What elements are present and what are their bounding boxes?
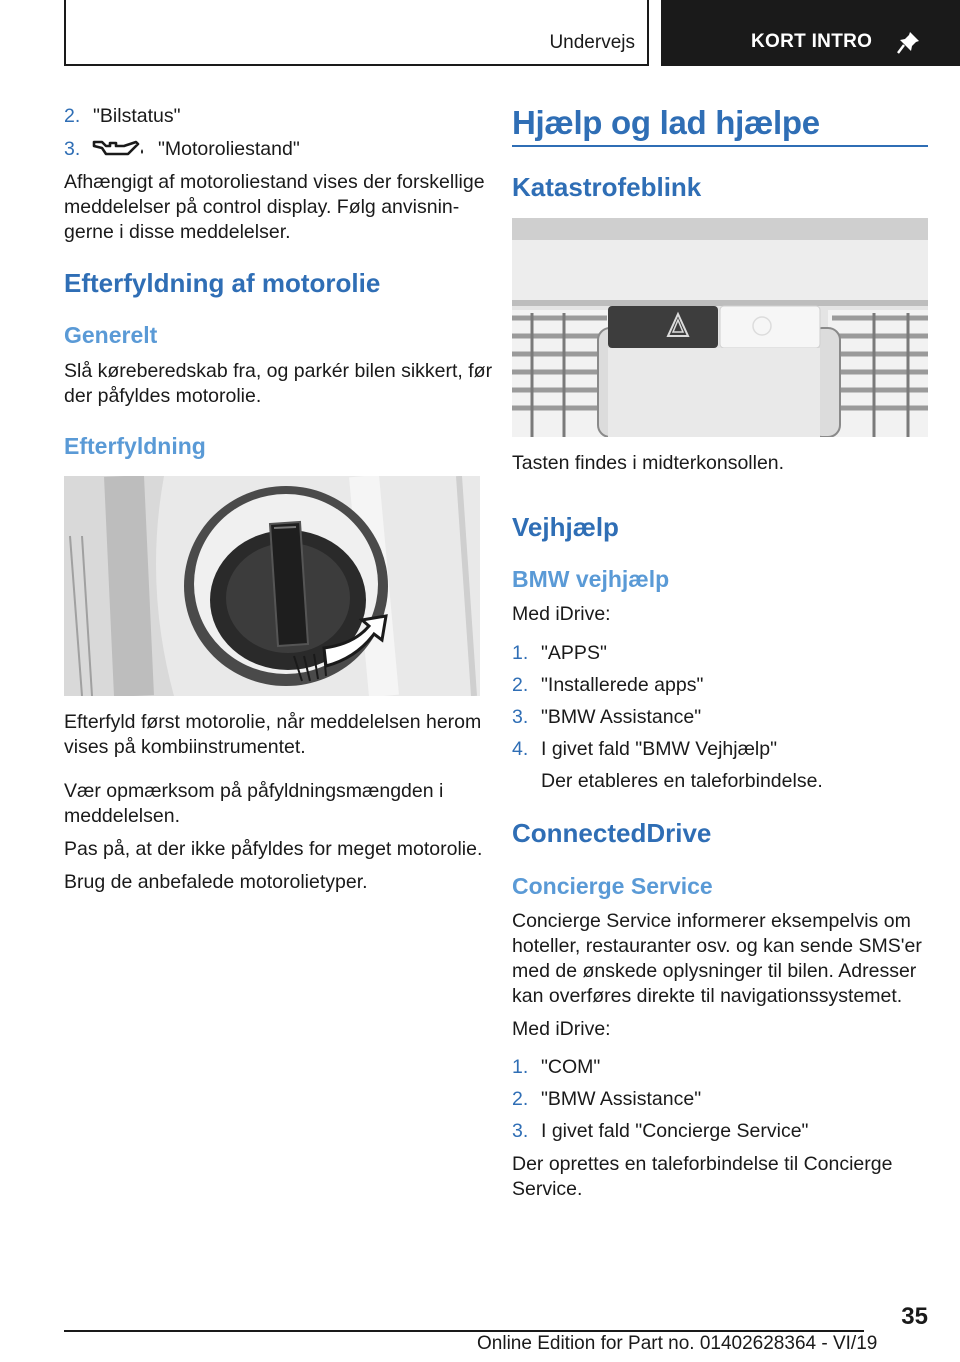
list-item-text: "BMW Assistance" — [541, 706, 702, 728]
paragraph-line: der påfyldes motorolie. — [64, 385, 262, 407]
heading-general: Generelt — [64, 322, 158, 348]
header-section-tab — [64, 0, 649, 66]
paragraph-line: vises på kombiinstrumentet. — [64, 736, 306, 758]
paragraph-line: Med iDrive: — [512, 603, 611, 625]
paragraph-line: Med iDrive: — [512, 1018, 611, 1040]
header-chapter-label: KORT INTRO — [751, 31, 873, 52]
paragraph-line: Der oprettes en taleforbindelse til Concierge — [512, 1153, 893, 1175]
list-item-number: 3. — [512, 1120, 529, 1142]
footer-edition: Online Edition for Part no. 01402628364 - VI/19 — [477, 1333, 878, 1354]
oil-can-icon — [92, 138, 148, 160]
paragraph-line: hoteller, restauranter osv. og kan sende SMS'er — [512, 935, 922, 957]
hazard-caption: Tasten findes i midterkonsollen. — [512, 452, 785, 474]
list-item-text: "Installerede apps" — [541, 674, 704, 696]
pin-icon — [896, 29, 922, 55]
paragraph-line: Afhængigt af motoroliestand vises der forskellige — [64, 171, 485, 193]
list-item-text: "Motoroliestand" — [158, 138, 300, 160]
heading-hazard: Katastrofeblink — [512, 172, 702, 202]
paragraph-line: Service. — [512, 1178, 583, 1200]
list-item-text: "APPS" — [541, 642, 607, 664]
paragraph-line: Concierge Service informerer eksempelvis om — [512, 910, 911, 932]
paragraph-line: gerne i disse meddelelser. — [64, 221, 291, 243]
list-item-number: 1. — [512, 1056, 529, 1078]
header-section-label: Undervejs — [549, 32, 635, 53]
list-item-number: 2. — [64, 105, 81, 127]
paragraph-line: meddelelsen. — [64, 805, 180, 827]
heading-roadside: Vejhjælp — [512, 512, 619, 542]
list-item-text: "Bilstatus" — [93, 105, 181, 127]
paragraph-line: Pas på, at der ikke påfyldes for meget motorolie. — [64, 838, 483, 860]
list-item-text: "BMW Assistance" — [541, 1088, 702, 1110]
list-item-number: 3. — [64, 138, 81, 160]
paragraph-line: meddelelser på control display. Følg anvisnin- — [64, 196, 460, 218]
heading-refill: Efterfyldning af motorolie — [64, 268, 381, 298]
list-item-text: I givet fald "BMW Vejhjælp" — [541, 738, 778, 760]
heading-filling: Efterfyldning — [64, 433, 206, 459]
heading-help: Hjælp og lad hjælpe — [512, 104, 820, 141]
footer-rule — [64, 1330, 864, 1332]
list-item-number: 1. — [512, 642, 529, 664]
paragraph-line: med de ønskede oplysninger til bilen. Adresser — [512, 960, 917, 982]
heading-connected: ConnectedDrive — [512, 818, 712, 848]
list-item-number: 2. — [512, 674, 529, 696]
heading-bmw-roadside: BMW vejhjælp — [512, 566, 670, 592]
list-item-number: 3. — [512, 706, 529, 728]
paragraph-line: Slå køreberedskab fra, og parkér bilen sikkert, før — [64, 360, 493, 382]
paragraph-line: Vær opmærksom på påfyldningsmængden i — [64, 780, 444, 802]
paragraph-line: Efterfyld først motorolie, når meddelelsen herom — [64, 711, 482, 733]
page-number: 35 — [901, 1303, 928, 1330]
paragraph-line: kan overføres direkte til navigationssystemet. — [512, 985, 903, 1007]
hazard-switch-figure — [512, 218, 928, 437]
heading-concierge: Concierge Service — [512, 873, 713, 899]
list-item-text: I givet fald "Concierge Service" — [541, 1120, 809, 1142]
list-item-text: "COM" — [541, 1056, 601, 1078]
list-item-number: 4. — [512, 738, 529, 760]
heading-rule — [512, 145, 928, 147]
paragraph-line: Brug de anbefalede motorolietyper. — [64, 871, 368, 893]
list-item-note: Der etableres en taleforbindelse. — [541, 770, 823, 792]
list-item-number: 2. — [512, 1088, 529, 1110]
oil-filler-cap-figure — [64, 476, 480, 696]
